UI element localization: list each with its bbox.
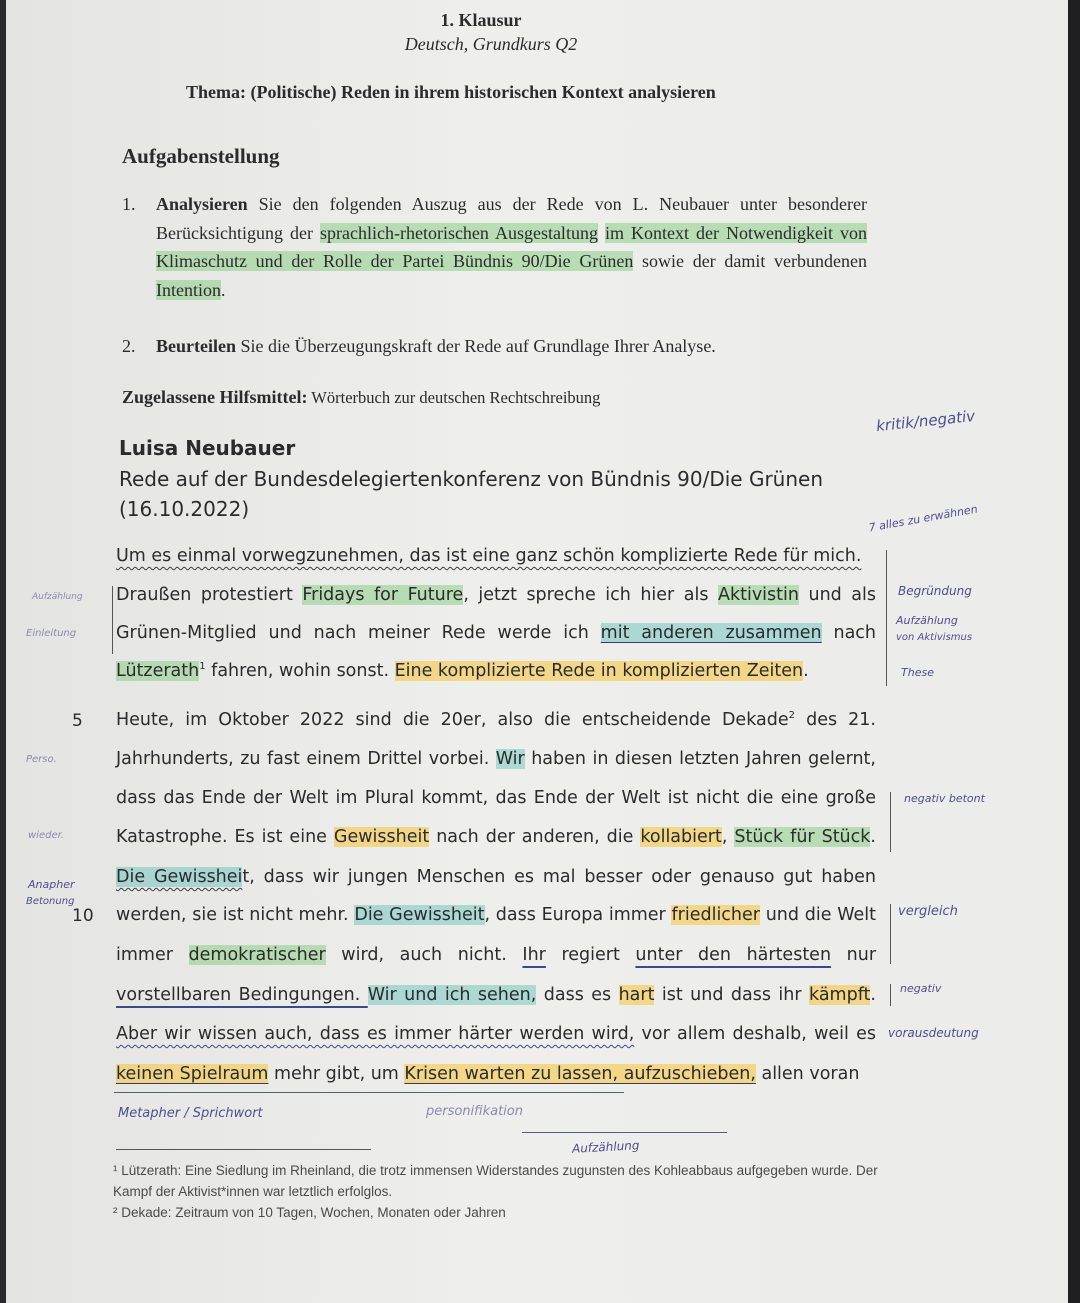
speech-text: immer <box>116 945 189 965</box>
task-1-part: sowie der damit verbundenen <box>633 251 867 271</box>
speech-text: ist und dass ihr <box>654 985 809 1005</box>
speech-text: vor allem deshalb, weil es <box>634 1024 876 1044</box>
note-enumeration-bottom: Aufzählung <box>571 1138 640 1156</box>
speech-text: werden, sie ist nicht mehr. <box>116 905 355 925</box>
footnote-ref: 2 <box>788 710 795 722</box>
speech-text: . <box>870 985 876 1005</box>
exam-sheet <box>6 0 1070 1303</box>
note-left-anaphora: Anapher <box>28 878 75 891</box>
speech-text: Um es einmal vorwegzunehmen, das ist eine ganz schön komplizierte Rede für mich. <box>116 546 862 566</box>
speech-highlight: Die Gewisshei <box>116 867 243 887</box>
speech-line-12 <box>116 985 876 1005</box>
note-negative: negativ <box>900 982 942 995</box>
speech-text: nur <box>831 945 877 965</box>
speech-text: . <box>870 827 876 847</box>
left-bracket <box>112 586 113 654</box>
speech-line-1 <box>116 546 876 566</box>
footnote-divider <box>116 1149 371 1150</box>
note-foreshadowing: vorausdeutung <box>888 1026 979 1040</box>
speech-text: , dass Europa immer <box>484 905 672 925</box>
speech-highlight: Eine komplizierte Rede in komplizierten Zeiten <box>394 661 804 681</box>
speech-source <box>119 464 859 524</box>
speech-highlight: hart <box>618 985 655 1005</box>
speech-highlight: Stück für Stück <box>734 827 871 847</box>
speech-text: Heute, im Oktober 2022 sind die 20er, also die entscheidende Dekade <box>116 710 789 730</box>
speech-line-7 <box>116 788 876 808</box>
speech-highlight: demokratischer <box>188 945 326 965</box>
note-left-emphasis: Betonung <box>26 896 75 907</box>
speech-line-3 <box>116 623 876 643</box>
note-enumeration: Aufzählung <box>896 614 958 627</box>
note-critical: kritik/negativ <box>875 406 976 436</box>
note-left-intro: Einleitung <box>26 628 77 639</box>
speech-line-11 <box>116 945 876 965</box>
note-left-repetition: wieder. <box>28 830 64 841</box>
speech-highlight: Lützerath <box>116 661 200 681</box>
speech-date: (16.10.2022) <box>119 497 250 521</box>
speech-highlight: Krisen warten zu lassen, aufzuschieben, <box>404 1064 756 1084</box>
note-thesis: These <box>901 666 934 679</box>
allowed-aids <box>122 387 600 408</box>
speech-text: . <box>803 661 809 681</box>
exam-title: 1. Klausur <box>440 10 522 30</box>
speech-underline: unter den härtesten <box>635 945 832 965</box>
footnote-1: ¹ Lützerath: Eine Siedlung im Rheinland, die trotz immensen Widerstandes zugunsten des Kohleabbaus aufgegeben wurde. Der Kampf der Aktivist*innen war letztlich erfolglos. <box>113 1163 878 1199</box>
exam-subtitle: Deutsch, Grundkurs Q2 <box>404 34 578 54</box>
speech-line-5 <box>116 710 876 730</box>
speech-text: , jetzt spreche ich hier als <box>463 585 718 605</box>
task-1-text <box>156 190 867 304</box>
speech-text: des 21. <box>795 710 876 730</box>
task-1-part <box>598 223 605 243</box>
note-negative-emphasized: negativ betont <box>904 792 985 805</box>
page-edge-shadow <box>1068 0 1080 1303</box>
allowed-aids-label: Zugelassene Hilfsmittel: <box>122 387 308 407</box>
speech-text: Jahrhunderts, zu fast einem Drittel vorbei. <box>116 749 496 769</box>
speech-author: Luisa Neubauer <box>119 436 296 460</box>
speech-text: fahren, wohin sonst. <box>205 661 395 681</box>
speech-line-2 <box>116 585 876 605</box>
speech-highlight: Gewissheit <box>333 827 430 847</box>
speech-highlight: keinen Spielraum <box>116 1064 269 1084</box>
task-1 <box>122 190 867 304</box>
line-number-5: 5 <box>72 711 83 731</box>
speech-line-4 <box>116 661 876 681</box>
note-activism: von Aktivismus <box>896 632 973 643</box>
right-bracket <box>890 792 891 852</box>
speech-highlight: Wir und ich sehen, <box>367 985 537 1005</box>
speech-highlight: Fridays for Future <box>302 585 464 605</box>
task-1-highlight: Intention <box>156 279 221 300</box>
speech-underline: Aber wir wissen auch, dass es immer härter werden wird, <box>116 1024 635 1044</box>
task-1-highlight: im Kontext der Notwendigkeit von Klimaschutz und der Rolle der Partei Bündnis 90/Die Grünen <box>156 222 867 271</box>
task-2-verb: Beurteilen <box>156 336 236 356</box>
speech-highlight: kämpft <box>809 985 871 1005</box>
speech-line-6 <box>116 749 876 769</box>
footnote-ref: 1 <box>199 661 206 673</box>
note-left-enumeration: Aufzählung <box>32 592 83 602</box>
footnote-2: ² Dekade: Zeitraum von 10 Tagen, Wochen, Monaten oder Jahren <box>113 1205 506 1220</box>
speech-text: und die Welt <box>759 905 876 925</box>
note-reasoning: Begründung <box>898 584 972 598</box>
task-1-highlight: sprachlich-rhetorischen Ausgestaltung <box>320 222 598 243</box>
speech-text: wird, auch nicht. <box>325 945 523 965</box>
note-mention-all: 7 alles zu erwähnen <box>867 502 979 535</box>
note-personification: personifikation <box>426 1104 523 1119</box>
line-number-10: 10 <box>72 906 94 926</box>
speech-text: mehr gibt, um <box>268 1064 405 1084</box>
task-2-text <box>156 332 867 361</box>
speech-highlight: Die Gewissheit <box>354 905 485 925</box>
speech-text: dass es <box>536 985 619 1005</box>
task-1-number: 1. <box>122 194 136 214</box>
task-heading: Aufgabenstellung <box>122 144 280 168</box>
right-bracket <box>890 904 891 964</box>
right-bracket <box>886 550 887 686</box>
speech-text: t, dass wir jungen Menschen es mal besser oder genauso gut haben <box>242 867 876 887</box>
speech-text: nach <box>821 623 877 643</box>
speech-line-13 <box>116 1024 876 1044</box>
speech-text: Grünen-Mitglied und nach meiner Rede werde ich <box>116 623 601 643</box>
speech-line-8 <box>116 827 876 847</box>
underline-mark <box>114 1092 624 1093</box>
speech-line-14 <box>116 1064 886 1084</box>
speech-highlight: kollabiert <box>640 827 722 847</box>
speech-highlight: friedlicher <box>671 905 760 925</box>
speech-text: , <box>721 827 735 847</box>
allowed-aids-value: Wörterbuch zur deutschen Rechtschreibung <box>307 388 601 407</box>
task-1-verb: Analysieren <box>156 194 248 214</box>
note-comparison: vergleich <box>898 904 958 919</box>
speech-text: allen voran <box>755 1064 860 1084</box>
exam-topic: Thema: (Politische) Reden in ihrem historischen Kontext analysieren <box>186 82 716 102</box>
note-metaphor: Metapher / Sprichwort <box>118 1106 263 1121</box>
speech-text: Katastrophe. Es ist eine <box>116 827 334 847</box>
note-left-person: Perso. <box>26 754 57 765</box>
speech-underline: vorstellbaren Bedingungen. <box>116 985 368 1005</box>
speech-line-9 <box>116 867 876 887</box>
speech-highlight: mit anderen zusammen <box>600 623 822 643</box>
speech-underline: Ihr <box>522 945 546 965</box>
speech-line-10 <box>116 905 876 925</box>
speech-source-line: Rede auf der Bundesdelegiertenkonferenz von Bündnis 90/Die Grünen <box>119 467 824 491</box>
speech-highlight: Aktivistin <box>717 585 799 605</box>
speech-text: dass das Ende der Welt im Plural kommt, das Ende der Welt ist nicht die eine große <box>116 788 876 808</box>
speech-text: haben in diesen letzten Jahren gelernt, <box>524 749 876 769</box>
task-2-part: Sie die Überzeugungskraft der Rede auf Grundlage Ihrer Analyse. <box>235 336 716 356</box>
task-2 <box>122 332 867 361</box>
right-bracket <box>890 984 891 1006</box>
speech-text: nach der anderen, die <box>429 827 641 847</box>
speech-text: Draußen protestiert <box>116 585 303 605</box>
task-1-part: Sie den folgenden Auszug aus der Rede von L. Neubauer unter besonderer Berücksichtigung der <box>156 194 867 243</box>
speech-text: regiert <box>545 945 636 965</box>
task-2-number: 2. <box>122 336 136 356</box>
speech-text: und als <box>798 585 876 605</box>
speech-highlight: Wir <box>495 749 525 769</box>
task-1-part: . <box>221 279 226 300</box>
underline-mark <box>522 1132 727 1133</box>
